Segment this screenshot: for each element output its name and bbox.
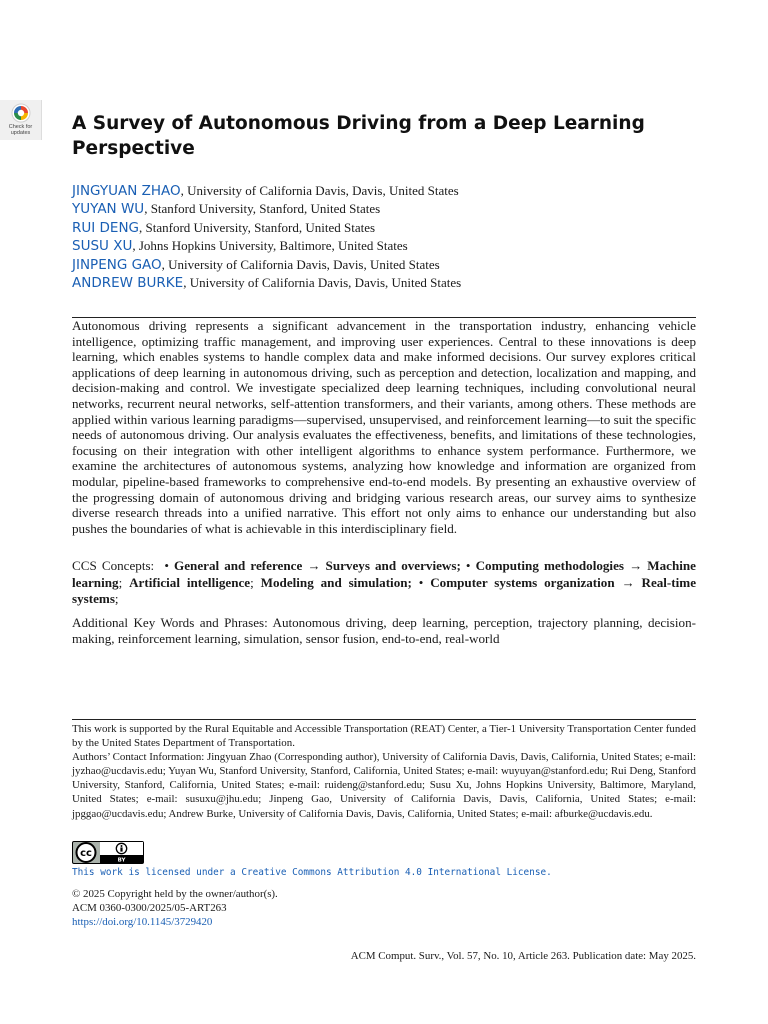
- contact-info: Authors’ Contact Information: Jingyuan Zhao (Corresponding author), University of California Davis, Davis, California, United States; e-mail: jyzhao@ucdavis.edu; Yuyan Wu, Stanford University, Stanford, California, United States; e-mail: wuyuyan@stanford.edu; Rui Deng, Stanford University, Stanford, California, United States; e-mail: ruideng@stanford.edu; Susu Xu, Johns Hopkins University, Baltimore, Maryland, United States; e-mail: susuxu@jhu.edu; Jinpeng Gao, University of California Davis, Davis, California, United States; e-mail: jpggao@ucdavis.edu; Andrew Burke, University of California Davis, Davis, California, United States; e-mail: afburke@ucdavis.edu.: [72, 751, 696, 820]
- author-affiliation: Stanford University, Stanford, United States: [150, 201, 381, 217]
- author-entry: [72, 219, 696, 237]
- author-affiliation: Stanford University, Stanford, United States: [145, 219, 376, 235]
- author-comma: ,: [183, 275, 190, 291]
- author-comma: ,: [161, 256, 169, 272]
- update-seal-icon: [11, 103, 31, 123]
- author-affiliation: University of California Davis, Davis, United States: [168, 256, 440, 272]
- author-name[interactable]: SUSU XU: [72, 238, 133, 255]
- author-list: [72, 182, 696, 292]
- key-words: [72, 615, 696, 647]
- author-name[interactable]: RUI DENG: [72, 219, 140, 236]
- abstract-text: Autonomous driving represents a significant advancement in the transportation industry, enhancing vehicle intelligence, optimizing traffic management, and improving user experiences. Central to these innovations is deep learning, which enables systems to handle complex data and make informed decisions. Our survey explores critical applications of deep learning in autonomous driving, such as perception and detection, localization and mapping, and decision-making and control. We investigate specialized deep learning techniques, including convolutional neural networks, recurrent neural networks, self-attention transformers, and their variants, among others. These methods are applied within various learning paradigms—supervised, unsupervised, and reinforcement learning—to suit the specific needs of autonomous driving. Our analysis evaluates the effectiveness, benefits, and limitations of these technologies, focusing on their integration with other intelligent algorithms to enhance system performance. Furthermore, we examine the architectures of autonomous systems, analyzing how knowledge and information are organized from modular, pipeline-based frameworks to comprehensive end-to-end models. By presenting an exhaustive overview of the progressing domain of autonomous driving and bridging various research areas, our survey aims to synthesize diverse research threads into a unified narrative. This effort not only aims to enhance our understanding but also pushes the boundaries of what is achievable in this interdisciplinary field.: [72, 318, 696, 536]
- ccs-computing: Computing methodologies: [475, 558, 624, 573]
- ccs-general: General and reference: [174, 558, 303, 573]
- keywords-label: Additional Key Words and Phrases:: [72, 615, 268, 630]
- author-comma: ,: [180, 183, 188, 198]
- acm-id: ACM 0360-0300/2025/05-ART263: [72, 902, 227, 915]
- footnote-rule: [72, 719, 696, 720]
- ccs-concepts: CCS Concepts: • General and reference → Surveys and overviews; • Computing methodologies → Machine learning; Artificial intelligence; Modeling and simulation; • Computer systems organization → Real-time systems;: [72, 558, 697, 606]
- author-affiliation: Johns Hopkins University, Baltimore, United States: [138, 238, 408, 254]
- ccs-arrow: →: [307, 558, 321, 573]
- ccs-modeling: Modeling and simulation;: [260, 574, 412, 590]
- author-comma: ,: [144, 201, 151, 217]
- author-name[interactable]: JINGYUAN ZHAO: [72, 183, 181, 199]
- ccs-realtime: Real-time systems: [72, 574, 697, 606]
- by-logo-text: BY: [117, 857, 126, 864]
- author-affiliation: University of California Davis, Davis, United States: [187, 183, 459, 198]
- ccs-label: CCS Concepts:: [72, 558, 155, 573]
- badge-label: Check for updates: [8, 124, 33, 136]
- doi-link[interactable]: https://doi.org/10.1145/3729420: [72, 916, 213, 929]
- author-affiliation: University of California Davis, Davis, United States: [189, 275, 462, 291]
- running-footer: ACM Comput. Surv., Vol. 57, No. 10, Article 263. Publication date: May 2025.: [350, 950, 696, 962]
- ccs-machine-learning: Machine learning: [72, 558, 696, 590]
- author-comma: ,: [139, 219, 146, 235]
- author-entry: [72, 274, 696, 292]
- author-name[interactable]: JINPENG GAO: [72, 256, 162, 273]
- funding-note: This work is supported by the Rural Equitable and Accessible Transportation (REAT) Center, a Tier-1 University Transportation Center funded by the United States Department of Transportation.: [72, 723, 696, 750]
- author-name[interactable]: ANDREW BURKE: [72, 275, 184, 292]
- author-entry: [72, 182, 696, 200]
- keywords-text: Autonomous driving, deep learning, perception, trajectory planning, decision-making, reinforcement learning, simulation, sensor fusion, end-to-end, real-world: [72, 615, 696, 646]
- paper-title: A Survey of Autonomous Driving from a Deep Learning Perspective: [72, 113, 645, 159]
- author-name[interactable]: YUYAN WU: [72, 201, 145, 218]
- author-entry: [72, 237, 696, 255]
- license-link[interactable]: This work is licensed under a Creative Commons Attribution 4.0 International License.: [72, 867, 552, 878]
- ccs-arrow: →: [621, 574, 635, 590]
- ccs-ai: Artificial intelligence: [129, 574, 251, 590]
- publication-info: [72, 887, 278, 930]
- cc-by-license-icon[interactable]: [72, 841, 144, 864]
- check-for-updates-badge[interactable]: [0, 100, 42, 140]
- author-entry: [72, 200, 696, 218]
- ccs-surveys: Surveys and overviews;: [325, 558, 461, 573]
- footnotes: [72, 722, 696, 821]
- author-comma: ,: [132, 238, 139, 254]
- ccs-arrow: →: [629, 558, 643, 573]
- copyright-line: © 2025 Copyright held by the owner/author(s).: [72, 888, 278, 900]
- author-entry: [72, 256, 696, 274]
- ccs-systems: Computer systems organization: [430, 574, 615, 590]
- cc-logo-text: cc: [80, 848, 92, 859]
